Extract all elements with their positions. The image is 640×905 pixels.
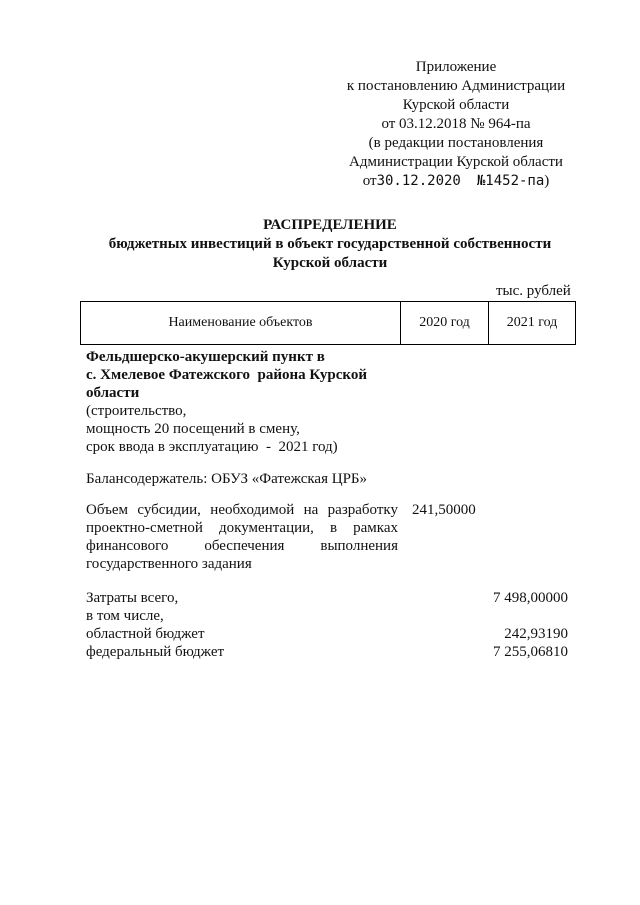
costs-total-value: 7 498,00000 [493, 590, 568, 606]
object-name-line1: Фельдшерско-акушерский пункт в [86, 349, 325, 365]
column-header-name: Наименование объектов [81, 302, 401, 344]
units-label: тыс. рублей [496, 283, 571, 299]
costs-values-2021 [468, 589, 568, 661]
column-header-2020: 2020 год [401, 302, 489, 344]
header-administration: Администрации Курской области [349, 154, 563, 170]
subsidy-value-2020: 241,50000 [412, 502, 476, 518]
header-edition-prefix: от [362, 173, 377, 189]
costs-federal-label: федеральный бюджет [86, 644, 225, 660]
costs-including-label: в том числе, [86, 608, 164, 624]
costs-regional-label: областной бюджет [86, 626, 205, 642]
costs-federal-value: 7 255,06810 [493, 644, 568, 660]
table-header [80, 301, 576, 345]
object-name-line3: области [86, 385, 140, 401]
header-region: Курской области [402, 97, 510, 113]
header-edition-stamp-number: №1452-па [476, 173, 545, 189]
header-edition-date [330, 172, 582, 191]
object-detail-line2: мощность 20 посещений в смену, [86, 421, 300, 437]
costs-total-label: Затраты всего, [86, 590, 179, 606]
object-name-line2: с. Хмелевое Фатежского района Курской [86, 367, 367, 383]
costs-regional-value: 242,93190 [504, 626, 568, 642]
title-main: РАСПРЕДЕЛЕНИЕ [263, 217, 397, 233]
header-resolution: к постановлению Администрации [346, 78, 566, 94]
column-header-2021: 2021 год [506, 315, 558, 330]
object-description [86, 348, 406, 456]
subsidy-description: Объем субсидии, необходимой на разработку проектно-сметной документации, в рамках финансового обеспечения выполнения государственного задания [86, 502, 398, 572]
title-region: Курской области [272, 255, 388, 271]
title-sub: бюджетных инвестиций в объект государственной собственности [108, 236, 552, 252]
document-header [330, 58, 582, 191]
header-edition-suffix: ) [544, 173, 550, 189]
object-detail-line3: срок ввода в эксплуатацию - 2021 год) [86, 439, 338, 455]
header-date-number: от 03.12.2018 № 964-па [381, 116, 531, 132]
costs-labels [86, 589, 386, 661]
balance-holder: Балансодержатель: ОБУЗ «Фатежская ЦРБ» [86, 471, 368, 487]
document-title [80, 216, 580, 273]
header-edition-stamp-date: 30.12.2020 [376, 173, 461, 189]
header-edition: (в редакции постановления [368, 135, 544, 151]
object-detail-line1: (строительство, [86, 403, 187, 419]
header-appendix: Приложение [415, 59, 497, 75]
